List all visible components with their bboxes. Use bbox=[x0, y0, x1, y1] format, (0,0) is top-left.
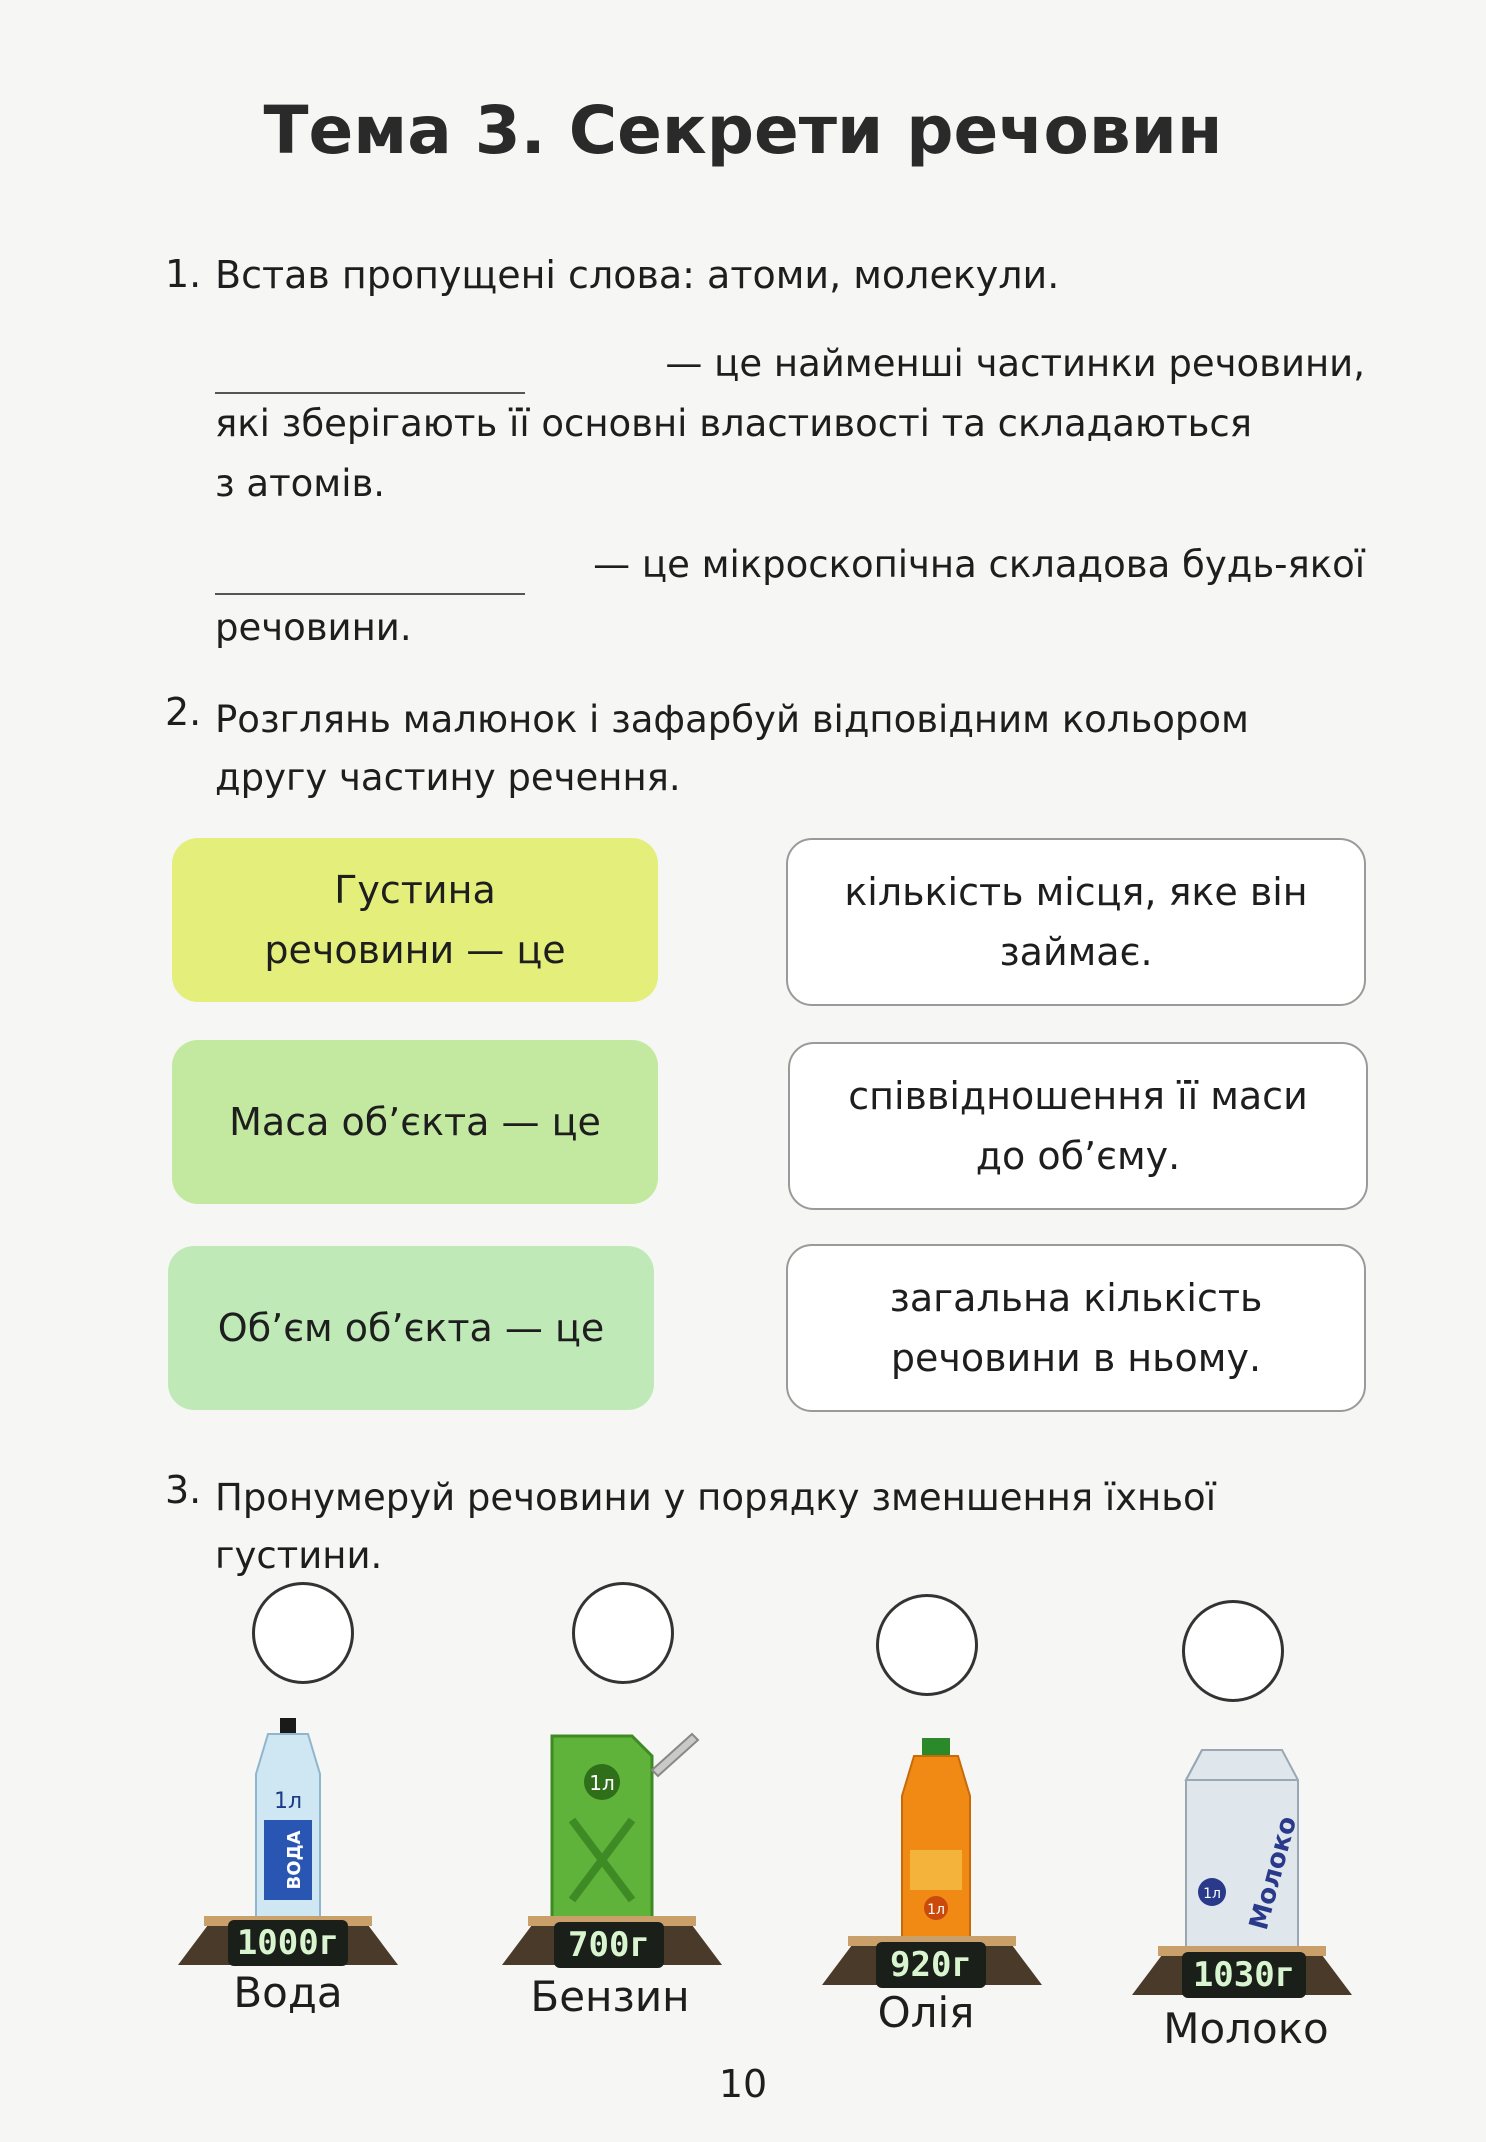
item-name-oil: Олія bbox=[877, 1988, 975, 2037]
order-circle-2[interactable] bbox=[572, 1582, 674, 1684]
blank-field-2[interactable] bbox=[215, 553, 525, 595]
task1-line3: з атомів. bbox=[215, 462, 386, 505]
density-phrase-box[interactable] bbox=[172, 838, 658, 1002]
weight-display-milk: 1030г bbox=[1182, 1952, 1306, 1998]
mass-phrase-box[interactable] bbox=[172, 1040, 658, 1204]
task1-line2: які зберігають її основні властивості та складаються bbox=[215, 402, 1253, 445]
answer-1-line2: займає. bbox=[999, 930, 1153, 974]
item-milk bbox=[1132, 1740, 1372, 2060]
svg-text:1л: 1л bbox=[273, 1789, 303, 1814]
item-water bbox=[168, 1710, 408, 2030]
answer-2-line2: до об’єму. bbox=[975, 1134, 1181, 1178]
svg-text:ВОДА: ВОДА bbox=[284, 1830, 305, 1890]
density-phrase-line1: Густина bbox=[334, 868, 496, 912]
volume-phrase-box[interactable] bbox=[168, 1246, 654, 1410]
answer-2-line1: співвідношення її маси bbox=[848, 1074, 1308, 1118]
svg-text:1л: 1л bbox=[927, 1902, 945, 1918]
task2-number: 2. bbox=[165, 690, 202, 734]
item-name-water: Вода bbox=[233, 1968, 343, 2017]
task1-prompt: Встав пропущені слова: атоми, молекули. bbox=[215, 253, 1060, 297]
volume-phrase-text: Об’єм об’єкта — це bbox=[217, 1306, 605, 1350]
svg-text:Молоко: Молоко bbox=[1244, 1813, 1304, 1934]
svg-text:1л: 1л bbox=[1203, 1886, 1221, 1902]
item-oil bbox=[818, 1730, 1058, 2050]
task3-number: 3. bbox=[165, 1468, 202, 1512]
answer-box-space[interactable] bbox=[786, 838, 1366, 1006]
task1-line4: — це мікроскопічна складова будь-якої bbox=[593, 543, 1365, 586]
answer-3-line2: речовини в ньому. bbox=[890, 1336, 1262, 1380]
answer-1-line1: кількість місця, яке він bbox=[844, 870, 1308, 914]
task3-line1: Пронумеруй речовини у порядку зменшення їхньої bbox=[215, 1476, 1216, 1519]
svg-text:1л: 1л bbox=[589, 1771, 615, 1795]
weight-display-petrol: 700г bbox=[554, 1922, 664, 1968]
task1-number: 1. bbox=[165, 252, 202, 296]
task2-line1: Розглянь малюнок і зафарбуй відповідним кольором bbox=[215, 698, 1249, 741]
item-name-petrol: Бензин bbox=[530, 1972, 690, 2021]
answer-3-line1: загальна кількість bbox=[889, 1276, 1263, 1320]
answer-box-ratio[interactable] bbox=[788, 1042, 1368, 1210]
item-name-milk: Молоко bbox=[1163, 2004, 1329, 2053]
task3-line2: густини. bbox=[215, 1534, 383, 1577]
answer-box-amount[interactable] bbox=[786, 1244, 1366, 1412]
blank-field-1[interactable] bbox=[215, 352, 525, 394]
task1-line1: — це найменші частинки речовини, bbox=[665, 342, 1365, 385]
page-number: 10 bbox=[718, 2062, 768, 2106]
density-phrase-line2: речовини — це bbox=[264, 928, 566, 972]
task1-sentence-2 bbox=[215, 535, 1365, 595]
order-circle-4[interactable] bbox=[1182, 1600, 1284, 1702]
task1-sentence-1 bbox=[215, 334, 1365, 394]
order-circle-3[interactable] bbox=[876, 1594, 978, 1696]
item-petrol bbox=[502, 1710, 742, 2030]
weight-display-oil: 920г bbox=[876, 1942, 986, 1988]
task1-line5: речовини. bbox=[215, 606, 412, 649]
page-title: Тема 3. Секрети речовин bbox=[263, 92, 1223, 169]
weight-display-water: 1000г bbox=[228, 1920, 348, 1966]
order-circle-1[interactable] bbox=[252, 1582, 354, 1684]
task2-line2: другу частину речення. bbox=[215, 756, 681, 799]
mass-phrase-text: Маса об’єкта — це bbox=[229, 1100, 601, 1144]
